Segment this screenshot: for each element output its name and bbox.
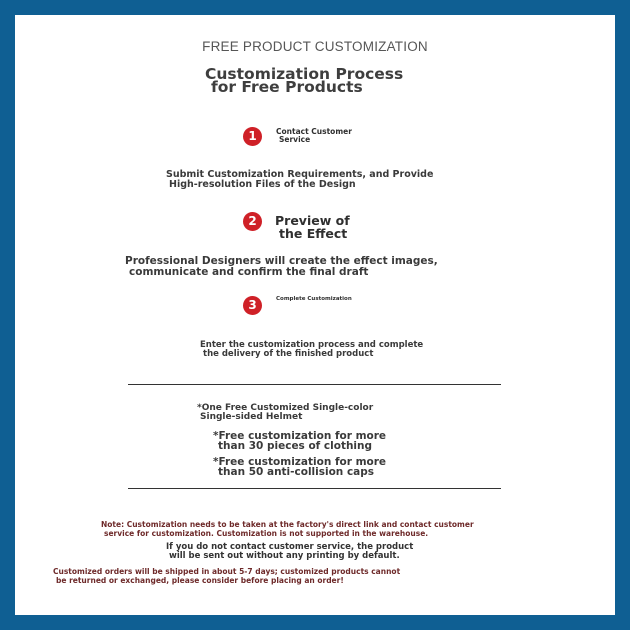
step-2-description [125,256,438,277]
note-returns-policy [53,568,400,585]
divider-top [128,384,501,385]
benefit-caps-line-2: than 50 anti-collision caps [218,465,375,478]
step-3-title [276,296,352,302]
page-header: FREE PRODUCT CUSTOMIZATION [202,39,428,54]
benefit-helmet-line-1: *One Free Customized Single-color [197,403,374,413]
page-title [205,65,404,96]
benefit-clothing-line-2: than 30 pieces of clothing [218,439,373,452]
step-2-description-line-2: communicate and confirm the final draft [129,265,369,278]
page-title-line-2: for Free Products [211,78,363,96]
step-1-title [276,128,352,143]
step-3-description-line-1: Enter the customization process and complete [200,340,424,350]
benefit-caps-line-1: *Free customization for more [213,456,387,468]
benefit-helmet [197,404,373,422]
benefit-clothing [213,432,386,451]
step-2-description-line-1: Professional Designers will create the effect images, [125,255,438,267]
step-3-badge: 3 [243,296,262,315]
step-1-badge: 1 [243,127,262,146]
content-panel [15,15,615,615]
note-returns-policy-line-1: Customized orders will be shipped in about 5-7 days; customized products cannot [53,567,401,576]
step-1-description-line-1: Submit Customization Requirements, and Provide [166,169,434,180]
step-2-title [275,214,350,240]
step-3-description [200,341,423,359]
step-1-title-line-1: Contact Customer [276,127,352,136]
step-1-title-line-2: Service [279,134,311,144]
step-1-description [166,170,433,189]
step-2-badge: 2 [243,212,262,231]
note-returns-policy-line-2: be returned or exchanged, please consider before placing an order! [56,575,344,585]
benefit-caps [213,458,386,477]
note-default-shipping-line-2: will be sent out without any printing by default. [169,550,400,561]
note-factory-link [101,521,474,538]
step-2-title-line-1: Preview of [275,213,350,228]
page-title-line-1: Customization Process [205,65,404,83]
note-default-shipping-line-1: If you do not contact customer service, the product [166,542,414,552]
note-default-shipping [166,543,413,560]
note-factory-link-line-2: service for customization. Customization is not supported in the warehouse. [104,528,429,538]
divider-bottom [128,488,501,489]
step-1-description-line-2: High-resolution Files of the Design [169,178,356,190]
benefit-helmet-line-2: Single-sided Helmet [200,412,303,422]
step-3-description-line-2: the delivery of the finished product [203,349,374,359]
benefit-clothing-line-1: *Free customization for more [213,430,387,442]
step-3-title-line-1: Complete Customization [276,296,352,302]
note-factory-link-line-1: Note: Customization needs to be taken at the factory's direct link and contact customer [101,520,474,529]
step-2-title-line-2: the Effect [279,226,348,241]
